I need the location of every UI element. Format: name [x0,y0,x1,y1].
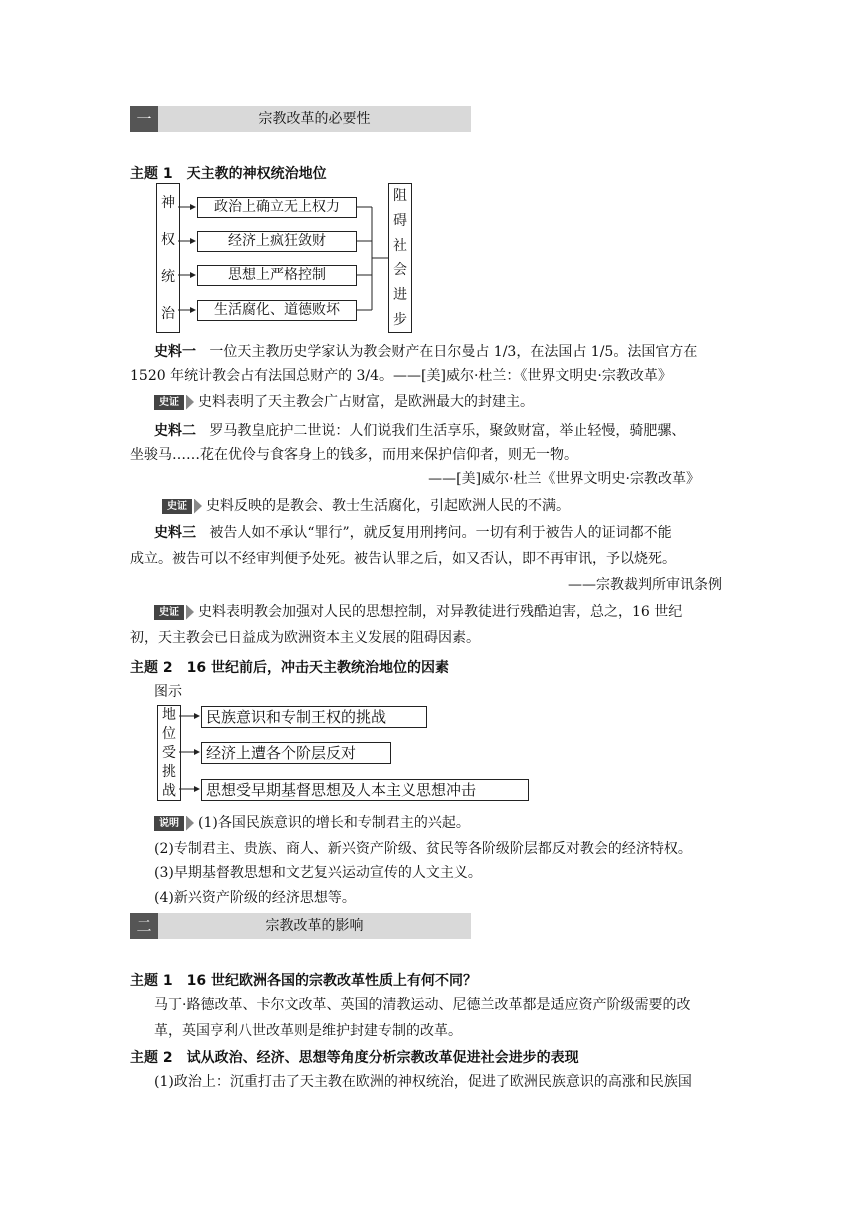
source-label: 史料三 [154,525,196,541]
diagram-1-left-box [156,183,180,333]
proof-2 [162,495,742,517]
diagram-2-item-economy: 经济上遭各个阶层反对 [201,742,391,764]
diagram-char: 受 [162,744,176,761]
proof-3-line-1 [154,601,734,623]
note-4: (4)新兴资产阶级的经济思想等。 [154,890,356,906]
diagram-char: 阻 [393,188,407,205]
note-1 [154,812,734,834]
diagram-char: 碍 [393,212,407,229]
section-header-influence [130,913,471,939]
diagram-char: 地 [162,707,176,724]
note-3: (3)早期基督教思想和文艺复兴运动宣传的人文主义。 [154,865,482,881]
source-label: 史料一 [154,344,196,360]
diagram-1-item-thought: 思想上严格控制 [197,265,357,286]
topic-heading: 主题 1 16 世纪欧洲各国的宗教改革性质上有何不同？ [130,973,477,989]
diagram-char: 治 [161,305,175,322]
note-tag: 说明 [154,816,184,831]
diagram-char: 统 [161,268,175,285]
topic-heading: 主题 2 试从政治、经济、思想等角度分析宗教改革促进社会进步的表现 [130,1050,579,1066]
proof-tag: 史证 [154,395,184,410]
section-number: 二 [130,913,158,939]
source-text: 被告人如不承认“罪行”，就反复用刑拷问。一切有利于被告人的证词都不能 [209,525,672,541]
source-1-line-2: 1520 年统计教会占有法国总财产的 3/4。——[美]威尔·杜兰：《世界文明史·宗教改革》 [130,368,672,384]
diagram-char: 社 [393,237,407,254]
section-number: 一 [130,106,158,132]
diagram-1-item-economy: 经济上疯狂敛财 [197,231,357,252]
proof-tag: 史证 [154,605,184,620]
diagram-char: 会 [393,262,407,279]
diagram-label: 图示 [154,684,182,700]
answer-line-1: 马丁·路德改革、卡尔文改革、英国的清教运动、尼德兰改革都是适应资产阶级需要的改 [154,997,691,1013]
diagram-1-item-politics: 政治上确立无上权力 [197,197,357,218]
source-2-citation: ——[美]威尔·杜兰《世界文明史·宗教改革》 [428,471,700,487]
note-2: (2)专制君主、贵族、商人、新兴资产阶级、贫民等各阶级阶层都反对教会的经济特权。 [154,841,692,857]
diagram-char: 步 [393,311,407,328]
source-2-line-2: 坐骏马……花在优伶与食客身上的钱多，而用来保护信仰者，则无一物。 [130,447,578,463]
source-text: 一位天主教历史学家认为教会财产在日尔曼占 1/3，在法国占 1/5。法国官方在 [209,344,698,360]
diagram-char: 位 [162,726,176,743]
proof-text: 史料表明了天主教会广占财富，是欧洲最大的封建主。 [198,394,534,410]
proof-1 [154,391,734,413]
section-title: 宗教改革的必要性 [258,111,371,127]
diagram-2-item-nation: 民族意识和专制王权的挑战 [201,706,427,728]
answer-line-1: (1)政治上：沉重打击了天主教在欧洲的神权统治，促进了欧洲民族意识的高涨和民族国 [154,1074,692,1090]
topic-heading: 主题 1 天主教的神权统治地位 [130,166,327,182]
diagram-char: 权 [161,231,175,248]
proof-text: 史料表明教会加强对人民的思想控制，对异教徒进行残酷迫害，总之，16 世纪 [198,604,683,620]
note-text: (1)各国民族意识的增长和专制君主的兴起。 [198,815,470,831]
diagram-1-right-box [388,183,412,333]
source-3-line-1 [154,522,734,544]
source-3-citation: ——宗教裁判所审讯条例 [568,577,722,593]
diagram-2-left-box [157,705,181,801]
diagram-char: 挑 [162,763,176,780]
diagram-char: 进 [393,286,407,303]
proof-tag: 史证 [162,499,192,514]
source-label: 史料二 [154,423,196,439]
section-header-necessity [130,106,471,132]
source-text: 罗马教皇庇护二世说：人们说我们生活享乐，聚敛财富，举止轻慢，骑肥骡、 [209,423,686,439]
topic-heading: 主题 2 16 世纪前后，冲击天主教统治地位的因素 [130,660,449,676]
source-3-line-2: 成立。被告可以不经审判便予处死。被告认罪之后，如又否认，即不再审讯，予以烧死。 [130,551,676,567]
diagram-char: 神 [161,194,175,211]
proof-text: 史料反映的是教会、教士生活腐化，引起欧洲人民的不满。 [206,498,570,514]
section-title: 宗教改革的影响 [265,918,364,934]
source-2-line-1 [154,420,734,442]
answer-line-2: 革，英国亨利八世改革则是维护封建专制的改革。 [154,1023,462,1039]
source-1-line-1 [154,341,734,363]
proof-3-line-2: 初，天主教会已日益成为欧洲资本主义发展的阻碍因素。 [130,630,480,646]
diagram-2-item-thought: 思想受早期基督思想及人本主义思想冲击 [201,779,529,801]
diagram-char: 战 [162,782,176,799]
diagram-1-item-life: 生活腐化、道德败坏 [197,300,357,321]
